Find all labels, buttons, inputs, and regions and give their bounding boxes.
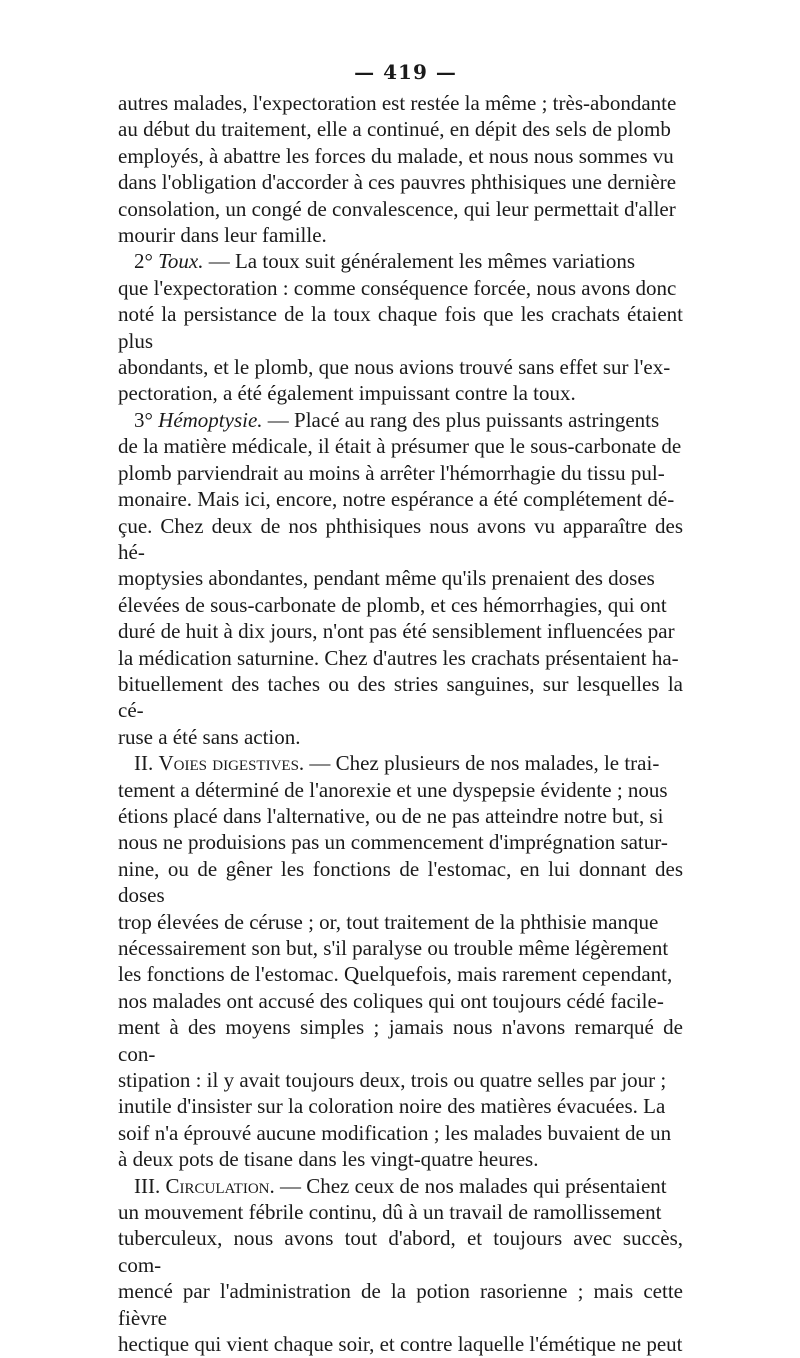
paragraph-toux	[118, 248, 683, 406]
section-lead-toux: Toux.	[158, 249, 204, 274]
paragraph-expectoration	[118, 90, 683, 248]
paragraph-prefix: 3°	[134, 407, 159, 432]
paragraph-prefix: 2°	[134, 249, 159, 274]
paragraph-text: — Chez ceux de nos malades qui présentaient un mouvement fébrile continu, dû à un travail de ramollissement tuberculeux, nous avons tout d'abord, et toujours avec succès, com- mencé par l'administration de la potion rasorienne ; mais cette fièvre hectique qui vient chaque soir, et contre laquelle l'émétique ne peut	[118, 1173, 683, 1357]
paragraph-text: autres malades, l'expectoration est restée la même ; très-abondante au début du traitement, elle a continué, en dépit des sels de plomb employés, à abattre les forces du malade, et nous nous sommes vu dans l'obligation d'accorder à ces pauvres phthisiques une dernière consolation, un congé de convalescence, qui leur permettait d'aller mourir dans leur famille.	[118, 91, 677, 248]
page-number: — 419 —	[354, 60, 457, 84]
paragraph-text: — La toux suit généralement les mêmes variations que l'expectoration : comme conséquence forcée, nous avons donc noté la persistance de la toux chaque fois que les crachats étaient plus abondants, et le plomb, que nous avions trouvé sans effet sur l'ex- pectoration, a été également impuissant contre la toux.	[118, 249, 683, 406]
paragraph-voies-digestives	[118, 750, 683, 1173]
paragraph-circulation	[118, 1173, 683, 1358]
section-heading-circulation: Circulation.	[165, 1173, 275, 1198]
section-lead-hemoptysie: Hémoptysie.	[158, 407, 263, 432]
paragraph-hemoptysie	[118, 407, 683, 750]
book-page	[118, 60, 683, 1358]
paragraph-prefix: III.	[134, 1173, 166, 1198]
paragraph-prefix: II.	[134, 751, 159, 776]
paragraph-text: — Placé au rang des plus puissants astringents de la matière médicale, il était à présumer que le sous-carbonate de plomb parviendrait au moins à arrêter l'hémorrhagie du tissu pul- monaire. Mais ici, encore, notre espérance a été complétement dé- çue. Chez deux de nos phthisiques nous avons vu apparaître des hé- moptysies abondantes, pendant même qu'ils prenaient des doses élevées de sous-carbonate de plomb, et ces hémorrhagies, qui ont duré de huit à dix jours, n'ont pas été sensiblement influencées par la médication saturnine. Chez d'autres les crachats présentaient ha- bituellement des taches ou des stries sanguines, sur lesquelles la cé- ruse a été sans action.	[118, 407, 683, 749]
section-heading-voies-digestives: Voies digestives.	[158, 751, 305, 776]
paragraph-text: — Chez plusieurs de nos malades, le trai- tement a déterminé de l'anorexie et une dyspepsie évidente ; nous étions placé dans l'alternative, ou de ne pas atteindre notre but, si nous ne produisions pas un commencement d'imprégnation satur- nine, ou de gêner les fonctions de l'estomac, en lui donnant des doses trop élevées de céruse ; or, tout traitement de la phthisie manque nécessairement son but, s'il paralyse ou trouble même légèrement les fonctions de l'estomac. Quelquefois, mais rarement cependant, nos malades ont accusé des coliques qui ont toujours cédé facile- ment à des moyens simples ; jamais nous n'avons remarqué de con- stipation : il y avait toujours deux, trois ou quatre selles par jour ; inutile d'insister sur la coloration noire des matières évacuées. La soif n'a éprouvé aucune modification ; les malades buvaient de un à deux pots de tisane dans les vingt-quatre heures.	[118, 751, 683, 1172]
